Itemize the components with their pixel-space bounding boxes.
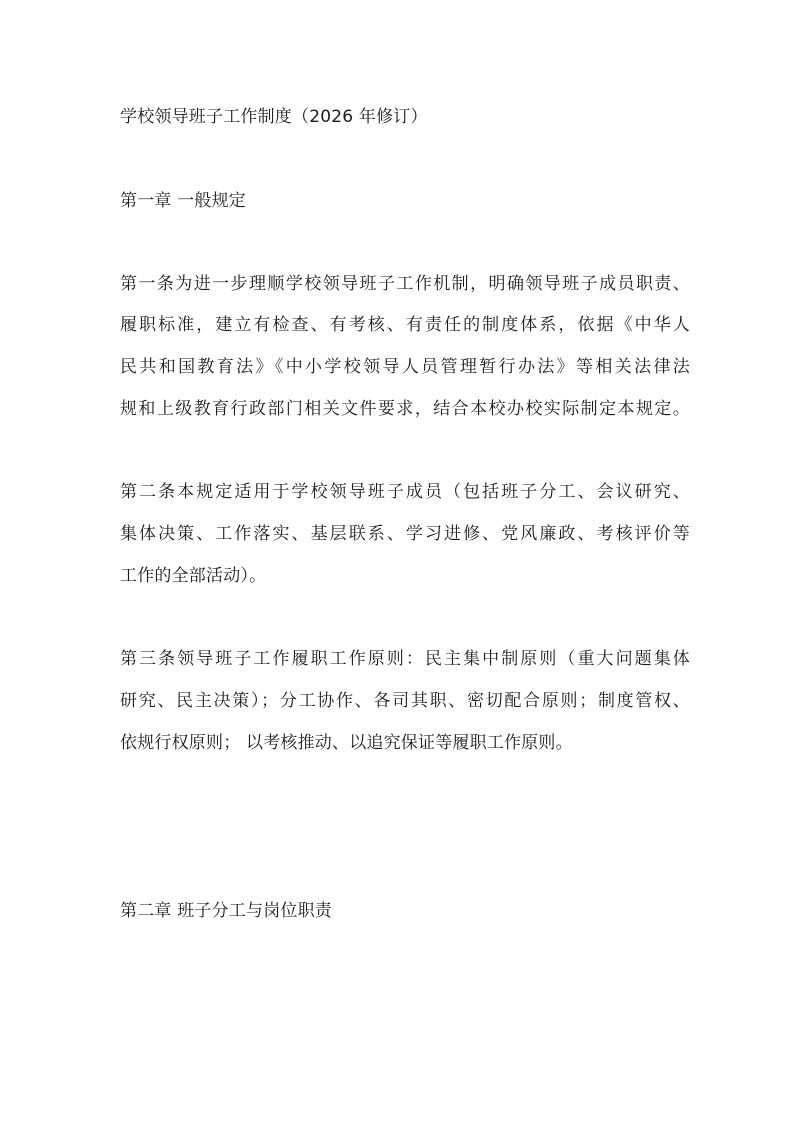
article-1-line: 履职标准，建立有检查、有考核、有责任的制度体系，依据《中华人 [120,315,690,335]
chapter-1-heading: 第一章 一般规定 [120,191,247,211]
article-1-line: 民共和国教育法》《中小学校领导人员管理暂行办法》等相关法律法 [120,357,690,377]
chapter-2-heading: 第二章 班子分工与岗位职责 [120,901,333,921]
article-1-line: 第一条为进一步理顺学校领导班子工作机制，明确领导班子成员职责、 [120,274,690,294]
article-3-line: 依规行权原则； 以考核推动、以追究保证等履职工作原则。 [120,733,573,753]
article-3-line: 第三条领导班子工作履职工作原则：民主集中制原则（重大问题集体 [120,649,690,669]
article-2-line: 工作的全部活动）。 [120,566,267,586]
article-2-line: 集体决策、工作落实、基层联系、学习进修、党风廉政、考核评价等 [120,524,690,544]
article-1-line: 规和上级教育行政部门相关文件要求，结合本校办校实际制定本规定。 [120,399,690,419]
document-title: 学校领导班子工作制度（2026 年修订） [120,107,428,127]
article-2-line: 第二条本规定适用于学校领导班子成员（包括班子分工、会议研究、 [120,482,690,502]
article-3-line: 研究、民主决策）；分工协作、各司其职、密切配合原则；制度管权、 [120,691,690,711]
